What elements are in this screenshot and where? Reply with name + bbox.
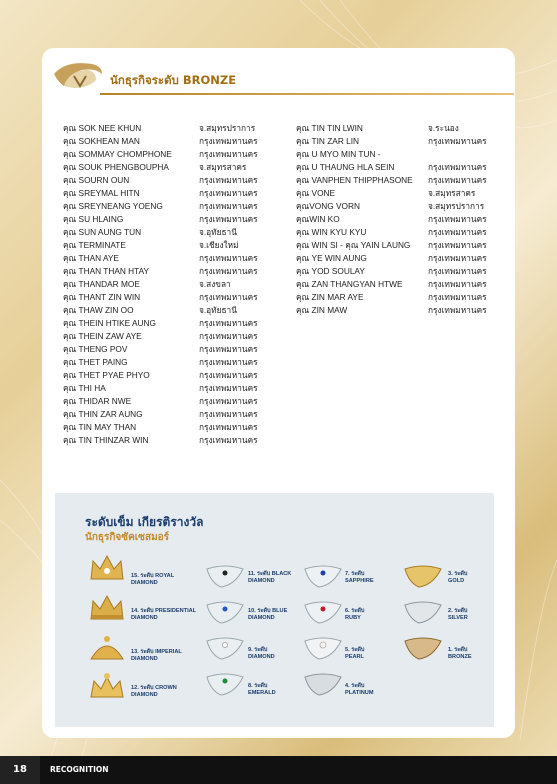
member-name: คุณ YOD SOULAY: [296, 266, 365, 276]
member-list-column-2: [296, 122, 516, 317]
blue-diamond-pin-icon: [205, 599, 245, 625]
member-name: คุณ THANT ZIN WIN: [63, 292, 141, 302]
list-item: [63, 421, 293, 434]
list-item: [63, 265, 293, 278]
member-name: คุณ THAN AYE: [63, 253, 119, 263]
member-province: กรุงเทพมหานคร: [199, 149, 258, 159]
member-province: กรุงเทพมหานคร: [199, 266, 258, 276]
member-name: คุณ THI HA: [63, 383, 106, 393]
member-name: คุณ ZIN MAR AYE: [296, 292, 364, 302]
list-item: [296, 239, 516, 252]
member-name: คุณ THEIN ZAW AYE: [63, 331, 142, 341]
member-name: คุณ TIN MAY THAN: [63, 422, 137, 432]
list-item: [63, 239, 293, 252]
member-province: กรุงเทพมหานคร: [199, 201, 258, 211]
sapphire-pin-icon: [303, 563, 343, 589]
royal-diamond-crown-icon: [88, 553, 126, 583]
page-number: 18: [0, 756, 40, 784]
list-item: [63, 200, 293, 213]
member-province: กรุงเทพมหานคร: [199, 331, 258, 341]
member-province: จ.ระนอง: [428, 123, 459, 133]
member-name: คุณ THET PYAE PHYO: [63, 370, 150, 380]
member-province: กรุงเทพมหานคร: [199, 344, 258, 354]
member-province: กรุงเทพมหานคร: [428, 292, 487, 302]
list-item: [63, 395, 293, 408]
list-item: [296, 135, 516, 148]
member-province: กรุงเทพมหานคร: [199, 357, 258, 367]
member-province: กรุงเทพมหานคร: [199, 409, 258, 419]
member-province: กรุงเทพมหานคร: [199, 292, 258, 302]
member-province: กรุงเทพมหานคร: [199, 318, 258, 328]
list-item: [63, 278, 293, 291]
member-name: คุณ TIN TIN LWIN: [296, 123, 363, 133]
member-province: กรุงเทพมหานคร: [428, 305, 487, 315]
member-name: คุณ SOKHEAN MAN: [63, 136, 140, 146]
award-levels-panel: [55, 493, 494, 727]
member-province: กรุงเทพมหานคร: [199, 383, 258, 393]
member-name: คุณ ZIN MAW: [296, 305, 348, 315]
bronze-pin-icon: [403, 635, 443, 661]
page-title: นักธุรกิจระดับ BRONZE: [110, 73, 237, 87]
list-item: [63, 252, 293, 265]
platinum-pin-icon: [303, 671, 343, 697]
list-item: [63, 330, 293, 343]
list-item: [63, 291, 293, 304]
presidential-diamond-crown-icon: [88, 593, 126, 623]
section-label: RECOGNITION: [50, 765, 109, 774]
member-province: กรุงเทพมหานคร: [199, 253, 258, 263]
member-province: จ.สมุทรปราการ: [199, 123, 256, 133]
member-name: คุณ THAW ZIN OO: [63, 305, 134, 315]
member-name: คุณ SOMMAY CHOMPHONE: [63, 149, 172, 159]
level-diamond: 9. ระดับ DIAMOND: [248, 647, 275, 660]
member-province: กรุงเทพมหานคร: [428, 253, 487, 263]
list-item: [296, 122, 516, 135]
list-item: [296, 213, 516, 226]
member-name: คุณ TERMINATE: [63, 240, 126, 250]
list-item: [63, 226, 293, 239]
member-name: คุณ SOUK PHENGBOUPHA: [63, 162, 169, 172]
level-silver: 2. ระดับ SILVER: [448, 608, 468, 621]
member-name: คุณ SOK NEE KHUN: [63, 123, 142, 133]
list-item: [63, 174, 293, 187]
member-province: กรุงเทพมหานคร: [428, 162, 487, 172]
imperial-diamond-crown-icon: [88, 633, 126, 663]
member-province: กรุงเทพมหานคร: [199, 175, 258, 185]
list-item: [296, 174, 516, 187]
pearl-pin-icon: [303, 635, 343, 661]
member-province: กรุงเทพมหานคร: [428, 279, 487, 289]
member-province: กรุงเทพมหานคร: [428, 266, 487, 276]
member-province: กรุงเทพมหานคร: [199, 214, 258, 224]
black-diamond-pin-icon: [205, 563, 245, 589]
member-province: กรุงเทพมหานคร: [428, 240, 487, 250]
member-name: คุณ SU HLAING: [63, 214, 124, 224]
member-name: คุณ THAN THAN HTAY: [63, 266, 150, 276]
crown-diamond-crown-icon: [88, 671, 126, 701]
list-item: [296, 278, 516, 291]
member-province: กรุงเทพมหานคร: [199, 370, 258, 380]
member-list-column-1: [63, 122, 293, 447]
member-province: จ.อุทัยธานี: [199, 227, 237, 237]
member-province: กรุงเทพมหานคร: [199, 188, 258, 198]
member-province: กรุงเทพมหานคร: [199, 136, 258, 146]
list-item: [63, 161, 293, 174]
member-name: คุณ VANPHEN THIPPHASONE: [296, 175, 413, 185]
list-item: [296, 265, 516, 278]
member-name: คุณ THANDAR MOE: [63, 279, 140, 289]
member-name: คุณVONG VORN: [296, 201, 360, 211]
member-province: จ.สมุทรปราการ: [428, 201, 485, 211]
member-name: คุณ ZAN THANGYAN HTWE: [296, 279, 403, 289]
member-name: คุณ TIN THINZAR WIN: [63, 435, 149, 445]
member-province: กรุงเทพมหานคร: [199, 422, 258, 432]
member-name: คุณ SREYNEANG YOENG: [63, 201, 163, 211]
member-province: จ.สงขลา: [199, 279, 231, 289]
list-item: [63, 304, 293, 317]
member-name: คุณ SUN AUNG TUN: [63, 227, 142, 237]
level-sapphire: 7. ระดับ SAPPHIRE: [345, 571, 374, 584]
emerald-pin-icon: [205, 671, 245, 697]
member-province: กรุงเทพมหานคร: [428, 175, 487, 185]
member-name: คุณ THET PAING: [63, 357, 128, 367]
award-title: ระดับเข็ม เกียรติรางวัล: [85, 515, 204, 529]
list-item: [63, 408, 293, 421]
list-item: [63, 434, 293, 447]
level-royal: 15. ระดับ ROYAL DIAMOND: [131, 573, 175, 586]
title-divider: [100, 93, 514, 95]
member-name: คุณ SREYMAL HITN: [63, 188, 140, 198]
member-name: คุณ WIN SI - คุณ YAIN LAUNG: [296, 240, 411, 250]
member-province: จ.เชียงใหม่: [199, 240, 239, 250]
list-item: [63, 343, 293, 356]
member-name: คุณ THIN ZAR AUNG: [63, 409, 143, 419]
list-item: [296, 200, 516, 213]
member-name: คุณ WIN KYU KYU: [296, 227, 367, 237]
member-name: คุณWIN KO: [296, 214, 340, 224]
member-province: กรุงเทพมหานคร: [428, 136, 487, 146]
member-province: กรุงเทพมหานคร: [428, 214, 487, 224]
member-province: จ.อุทัยธานี: [199, 305, 237, 315]
gold-pin-icon: [403, 563, 443, 589]
list-item: [296, 252, 516, 265]
list-item: [63, 382, 293, 395]
member-name: คุณ SOURN OUN: [63, 175, 130, 185]
brand-logo-icon: [52, 58, 104, 94]
level-bronze: 1. ระดับ BRONZE: [448, 647, 472, 660]
list-item: [296, 148, 516, 161]
level-pearl: 5. ระดับ PEARL: [345, 647, 365, 660]
level-emerald: 8. ระดับ EMERALD: [248, 683, 276, 696]
ruby-pin-icon: [303, 599, 343, 625]
level-black: 11. ระดับ BLACK DIAMOND: [248, 571, 292, 584]
list-item: [63, 356, 293, 369]
member-name: คุณ VONE: [296, 188, 336, 198]
list-item: [63, 317, 293, 330]
list-item: [63, 187, 293, 200]
level-gold: 3. ระดับ GOLD: [448, 571, 468, 584]
list-item: [63, 148, 293, 161]
list-item: [296, 187, 516, 200]
member-name: คุณ YE WIN AUNG: [296, 253, 367, 263]
level-crown: 12. ระดับ CROWN DIAMOND: [131, 685, 177, 698]
member-province: กรุงเทพมหานคร: [428, 227, 487, 237]
list-item: [296, 161, 516, 174]
level-presidential: 14. ระดับ PRESIDENTIAL DIAMOND: [131, 608, 197, 621]
list-item: [296, 304, 516, 317]
list-item: [296, 226, 516, 239]
level-platinum: 4. ระดับ PLATINUM: [345, 683, 374, 696]
level-imperial: 13. ระดับ IMPERIAL DIAMOND: [131, 649, 182, 662]
list-item: [63, 135, 293, 148]
member-province: กรุงเทพมหานคร: [199, 396, 258, 406]
award-subtitle: นักธุรกิจซัคเซสมอร์: [85, 532, 170, 543]
member-name: คุณ U THAUNG HLA SEIN: [296, 162, 395, 172]
member-name: คุณ U MYO MIN TUN -: [296, 149, 381, 159]
member-province: จ.สมุทรสาคร: [428, 188, 476, 198]
member-province: กรุงเทพมหานคร: [199, 435, 258, 445]
member-name: คุณ THEIN HTIKE AUNG: [63, 318, 156, 328]
diamond-pin-icon: [205, 635, 245, 661]
list-item: [63, 122, 293, 135]
level-blue: 10. ระดับ BLUE DIAMOND: [248, 608, 288, 621]
list-item: [296, 291, 516, 304]
level-ruby: 6. ระดับ RUBY: [345, 608, 365, 621]
list-item: [63, 213, 293, 226]
list-item: [63, 369, 293, 382]
member-province: จ.สมุทรสาคร: [199, 162, 247, 172]
member-name: คุณ THENG POV: [63, 344, 128, 354]
page-footer: [0, 756, 557, 784]
member-name: คุณ TIN ZAR LIN: [296, 136, 360, 146]
silver-pin-icon: [403, 599, 443, 625]
member-name: คุณ THIDAR NWE: [63, 396, 132, 406]
